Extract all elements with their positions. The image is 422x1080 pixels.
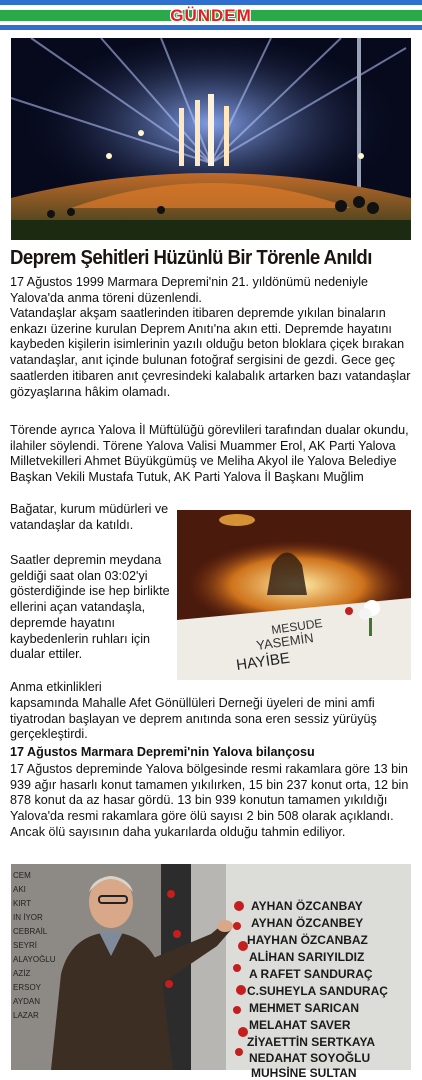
photo-name: A RAFET SANDURAÇ <box>249 967 373 981</box>
memorial-wall-photo <box>11 864 411 1080</box>
paragraph-attendees: Bağatar, kurum müdürleri ve vatandaşlar da katıldı. <box>10 502 169 532</box>
paragraph-intro: 17 Ağustos 1999 Marmara Depremi'nin 21. yıldönümü nedeniyle Yalova'da anma töreni düzenlendi. <box>10 275 369 305</box>
photo-name: ZİYAETTİN SERTKAYA <box>247 1035 376 1049</box>
photo-name: KIRT <box>13 899 32 908</box>
photo-name: C.SUHEYLA SANDURAÇ <box>247 984 388 998</box>
photo-name: MEHMET SARICAN <box>249 1001 359 1015</box>
photo-name: CEBRAİL <box>13 927 48 936</box>
paragraph-ceremony: Törende ayrıca Yalova İl Müftülüğü görevlileri tarafından dualar okundu, ilahiler söylendi. Törene Yalova Valisi Muammer Erol, AK Parti Yalova Milletvekilleri Ahmet Büyükgümüş ve Meliha Akyol ile Yalova Belediye Başkan Vekili Mustafa Tutuk, AK Parti Yalova İl Başkanı Muğlim <box>10 423 409 485</box>
paragraph-visitors: Vatandaşlar akşam saatlerinden itibaren depremde yıkılan binaların enkazı üzerine kurulan Deprem Anıtı'na akın etti. Depremde hayatını kaybeden kişilerin isimlerinin yazılı olduğu beton bloklara çiçek bırakan vatandaşlar, anıt içinde bulunan fotoğraf sergisini de gezdi. Gece geç saatlerden itibaren anıt çevresindeki kalabalık artarken bazı vatandaşlar gözyaşlarına hâkim olamadı. <box>10 306 411 399</box>
monument-night-photo <box>11 38 411 240</box>
article-headline: Deprem Şehitleri Hüzünlü Bir Törenle Anıldı <box>10 247 372 269</box>
paragraph-events: kapsamında Mahalle Afet Gönüllüleri Derneği üyeleri de mini amfi tiyatrodan başlayan ve deprem anıtında sona eren sessiz yürüyüş gerçekleştirdi. <box>10 696 377 742</box>
photo-name: AYHAN ÖZCANBEY <box>251 916 364 930</box>
photo-name: MESUDE <box>270 615 324 637</box>
paragraph-prayer: Saatler depremin meydana geldiği saat olan 03:02'yi gösterdiğinde ise hep birlikte ellerini açan vatandaşla, depremde hayatını kaybedenlerin ruhları için dualar ettiler. <box>10 553 170 662</box>
photo-name: AKI <box>13 885 26 894</box>
section-title: GÜNDEM <box>170 6 252 25</box>
photo-name: NEDAHAT SOYOĞLU <box>249 1051 371 1065</box>
paragraph-events-start: Anma etkinlikleri <box>10 680 102 694</box>
photo-name: ERSOY <box>13 983 42 992</box>
banner-stripe <box>0 25 422 30</box>
photo-name: AZİZ <box>13 969 31 978</box>
candle-illustration <box>177 510 411 680</box>
monument-illustration <box>11 38 411 240</box>
photo-name: MUHSİNE SULTAN <box>251 1066 357 1080</box>
photo-name: ALAYOĞLU <box>13 955 56 964</box>
photo-name: LAZAR <box>13 1011 39 1020</box>
paragraph-statistics: 17 Ağustos depreminde Yalova bölgesinde resmi rakamlara göre 13 bin 939 ağır hasarlı konut tamamen yıkılırken, 15 bin 237 konut orta, 12 bin 878 konut da az hasar gördü. 13 bin 939 konutun tamamen yıkıldığı Yalova'da resmi rakamlara göre ölü sayısı 2 bin 508 olarak açıklandı. Ancak ölü sayısının daha yukarılarda olduğu tahmin ediliyor. <box>10 762 409 839</box>
photo-name: HAYHAN ÖZCANBAZ <box>247 933 368 947</box>
photo-name: YASEMİN <box>255 630 315 653</box>
photo-name: HAYİBE <box>235 649 291 674</box>
article-subheading: 17 Ağustos Marmara Depremi'nin Yalova bilançosu <box>10 745 315 759</box>
photo-name: AYDAN <box>13 997 40 1006</box>
photo-name: MELAHAT SAVER <box>249 1018 351 1032</box>
photo-name: SEYRİ <box>13 941 38 950</box>
photo-name: IN İYOR <box>13 913 43 922</box>
candle-memorial-photo <box>177 510 411 680</box>
photo-name: AYHAN ÖZCANBAY <box>251 899 363 913</box>
section-banner <box>0 0 422 30</box>
memorial-wall-illustration <box>11 864 411 1080</box>
photo-name: CEM <box>13 871 31 880</box>
photo-name: ALİHAN SARIYILDIZ <box>249 950 365 964</box>
